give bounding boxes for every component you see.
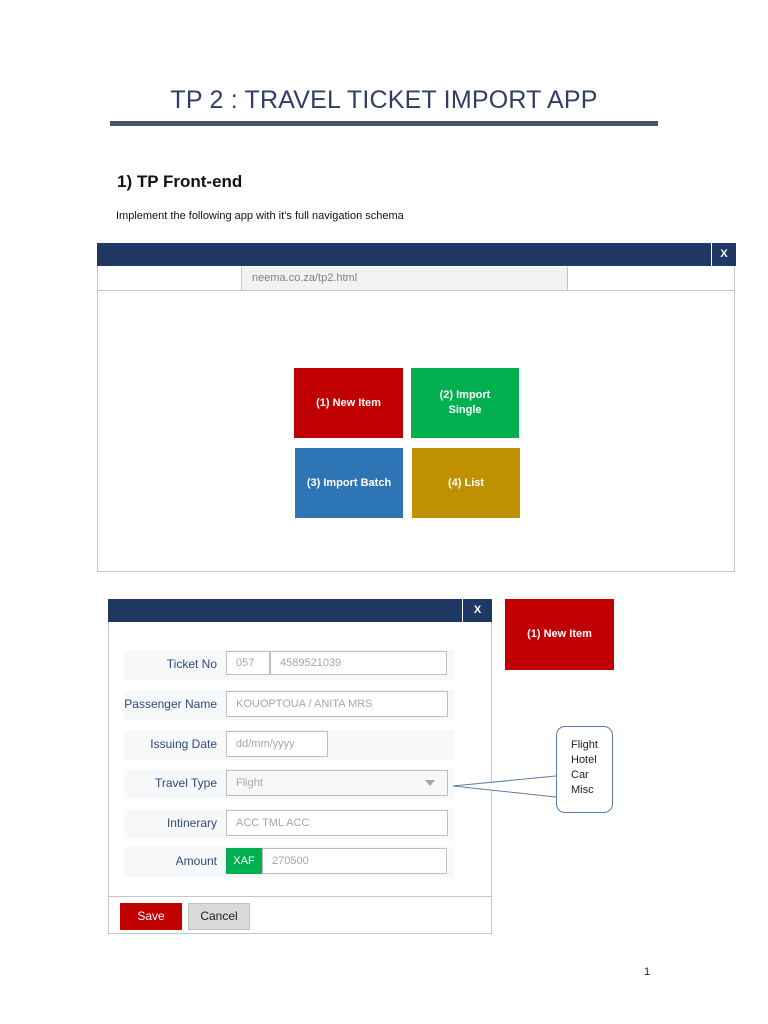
- issuing-date-label: Issuing Date: [150, 737, 217, 751]
- travel-type-select[interactable]: [226, 770, 448, 796]
- new-item-reference-label: (1) New Item: [527, 628, 592, 640]
- save-button[interactable]: Save: [120, 903, 182, 930]
- travel-type-options-callout: [556, 726, 613, 813]
- ticket-prefix-input[interactable]: 057: [226, 651, 270, 675]
- list-tile[interactable]: [412, 448, 520, 518]
- form-footer-divider: [108, 896, 492, 897]
- callout-option: Hotel: [571, 754, 597, 766]
- passenger-name-label: Passenger Name: [124, 697, 217, 711]
- passenger-name-input[interactable]: KOUOPTOUA / ANITA MRS: [226, 691, 448, 717]
- travel-type-label: Travel Type: [154, 776, 217, 790]
- itinerary-input[interactable]: ACC TML ACC: [226, 810, 448, 836]
- new-item-tile[interactable]: [294, 368, 403, 438]
- new-item-reference-tile: [505, 599, 614, 670]
- form-close-button[interactable]: X: [462, 599, 492, 622]
- issuing-date-input[interactable]: dd/mm/yyyy: [226, 731, 328, 757]
- itinerary-label: Intinerary: [166, 816, 217, 830]
- amount-label: Amount: [175, 854, 217, 868]
- callout-option: Flight: [571, 739, 598, 751]
- document-title: TP 2 : TRAVEL TICKET IMPORT APP: [170, 86, 598, 114]
- import-batch-tile-label: (3) Import Batch: [306, 476, 392, 489]
- import-single-tile[interactable]: [411, 368, 519, 438]
- title-underline: [110, 121, 658, 126]
- ticket-number-input[interactable]: 4589521039: [270, 651, 447, 675]
- callout-option: Misc: [571, 784, 594, 796]
- list-tile-label: (4) List: [447, 476, 485, 489]
- address-bar[interactable]: neema.co.za/tp2.html: [241, 267, 568, 290]
- travel-type-value: Flight: [236, 777, 263, 789]
- browser-title-bar: [97, 243, 711, 266]
- callout-option: Car: [571, 769, 589, 781]
- section-heading: 1) TP Front-end: [117, 172, 243, 191]
- currency-badge: XAF: [226, 848, 262, 874]
- import-batch-tile[interactable]: [295, 448, 403, 518]
- form-title-bar: [108, 599, 462, 622]
- browser-close-button[interactable]: X: [711, 243, 736, 266]
- page-number: 1: [644, 966, 651, 978]
- ticket-no-label: Ticket No: [166, 657, 217, 671]
- new-item-tile-label: (1) New Item: [316, 396, 381, 409]
- chevron-down-icon: [425, 780, 435, 786]
- intro-text: Implement the following app with it’s full navigation schema: [116, 210, 404, 222]
- amount-input[interactable]: 270500: [262, 848, 447, 874]
- import-single-tile-label: (2) Import Single: [439, 389, 491, 416]
- cancel-button[interactable]: Cancel: [188, 903, 250, 930]
